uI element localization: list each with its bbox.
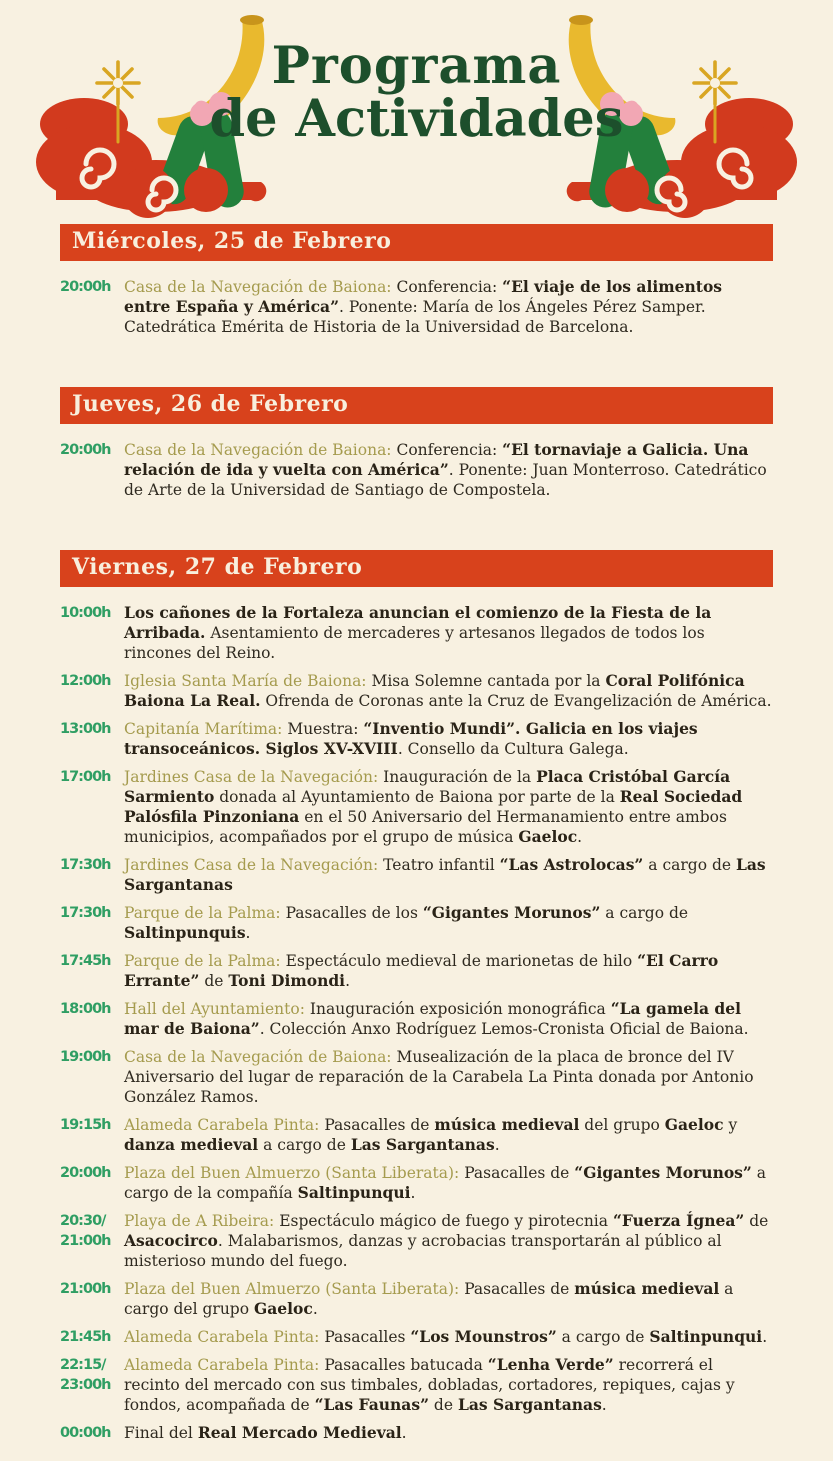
event-text: Pasacalles batucada — [324, 1356, 488, 1374]
event-time-line: 20:00h — [60, 279, 111, 295]
event-text: a cargo de la compañía — [124, 1164, 766, 1202]
event-row — [60, 1115, 773, 1155]
event-text-bold: Los cañones de la Fortaleza anuncian el comienzo de la Fiesta de la Arribada. — [124, 603, 712, 642]
event-description — [118, 951, 773, 991]
event-text-bold: Real Mercado Medieval — [197, 1423, 402, 1442]
event-time-line: 20:30/ — [60, 1213, 106, 1229]
day-events — [60, 261, 773, 371]
event-row — [60, 1423, 773, 1443]
event-row — [60, 903, 773, 943]
event-text: recorrerá el recinto del mercado con sus timbales, dobladas, cortadores, repiques, cajas y fondos, acompañada de — [124, 1356, 735, 1414]
event-text: Espectáculo mágico de fuego y pirotecnia — [279, 1212, 613, 1230]
event-row — [60, 603, 773, 663]
event-description — [118, 1163, 773, 1203]
event-description — [118, 440, 773, 500]
event-text: donada al Ayuntamiento de Baiona por parte de la — [214, 788, 620, 806]
event-row — [60, 1163, 773, 1203]
event-text: a cargo de — [643, 856, 736, 874]
event-description — [118, 603, 773, 663]
event-text-bold: “Los Mounstros” — [410, 1327, 557, 1346]
event-text-bold: “Las Astrolocas” — [499, 855, 644, 874]
event-text: Inauguración exposición monográfica — [309, 1000, 611, 1018]
event-description — [118, 1327, 773, 1347]
event-text: de — [744, 1212, 769, 1230]
event-text: Final del — [124, 1424, 198, 1442]
event-text-bold: Saltinpunquis — [124, 923, 246, 942]
event-description — [118, 1047, 773, 1107]
event-text: Musealización de la placa de bronce del IV Aniversario del lugar de reparación de la Carabela La Pinta donada por Antonio González Ramos. — [124, 1048, 754, 1106]
event-time — [60, 999, 118, 1039]
event-text: Misa Solemne cantada por la — [371, 672, 606, 690]
event-text: . Malabarismos, danzas y acrobacias transportarán al público al misterioso mundo del fuego. — [124, 1232, 722, 1270]
event-text-bold: Toni Dimondi — [228, 971, 346, 990]
event-time-line: 17:00h — [60, 769, 111, 785]
day-events — [60, 424, 773, 534]
event-text: y — [723, 1116, 738, 1134]
event-time — [60, 1211, 118, 1271]
event-row — [60, 767, 773, 847]
event-location: Alameda Carabela Pinta: — [124, 1328, 320, 1346]
event-location: Plaza del Buen Almuerzo (Santa Liberata): — [124, 1280, 460, 1298]
event-time — [60, 951, 118, 991]
event-location: Parque de la Palma: — [124, 904, 281, 922]
event-text: Teatro infantil — [383, 856, 500, 874]
event-text: a cargo del grupo — [124, 1280, 734, 1318]
schedule — [0, 224, 833, 1461]
event-time-line: 19:15h — [60, 1117, 111, 1133]
event-description — [118, 767, 773, 847]
event-text: . Consello da Cultura Galega. — [397, 740, 629, 758]
page-title — [0, 36, 833, 150]
event-text-bold: Saltinpunqui — [649, 1327, 763, 1346]
event-text-bold: “Fuerza Ígnea” — [612, 1211, 745, 1230]
event-time-line: 10:00h — [60, 605, 111, 621]
event-text: . Colección Anxo Rodríguez Lemos-Cronista Oficial de Baiona. — [259, 1020, 749, 1038]
event-text-bold: Saltinpunqui — [297, 1183, 411, 1202]
event-time-line: 21:00h — [60, 1281, 111, 1297]
event-text-bold: “Gigantes Morunos” — [574, 1163, 752, 1182]
event-text-bold: “Lenha Verde” — [487, 1355, 614, 1374]
event-description — [118, 1115, 773, 1155]
event-text: . — [601, 1396, 607, 1414]
event-time — [60, 1423, 118, 1443]
event-location: Alameda Carabela Pinta: — [124, 1356, 320, 1374]
event-text: . — [401, 1424, 407, 1442]
event-time-line: 18:00h — [60, 1001, 111, 1017]
event-text-bold: Las Sargantanas — [457, 1395, 602, 1414]
day-events — [60, 587, 773, 1461]
event-location: Plaza del Buen Almuerzo (Santa Liberata): — [124, 1164, 460, 1182]
event-time — [60, 1355, 118, 1415]
event-text: . — [312, 1300, 318, 1318]
event-text-bold: Gaeloc — [664, 1115, 724, 1134]
event-row — [60, 1211, 773, 1271]
event-time — [60, 277, 118, 337]
day-banner: Jueves, 26 de Febrero — [60, 387, 773, 424]
event-time — [60, 719, 118, 759]
day-banner: Viernes, 27 de Febrero — [60, 550, 773, 587]
event-text: Muestra: — [287, 720, 364, 738]
event-text: Espectáculo medieval de marionetas de hilo — [285, 952, 638, 970]
event-text-bold: danza medieval — [124, 1135, 259, 1154]
poster-header — [0, 0, 833, 208]
event-text: Pasacalles de — [324, 1116, 435, 1134]
event-row — [60, 671, 773, 711]
event-text-bold: Asacocirco — [124, 1231, 218, 1250]
event-text-bold: “Gigantes Morunos” — [422, 903, 601, 922]
event-text: Pasacalles — [324, 1328, 411, 1346]
event-location: Hall del Ayuntamiento: — [124, 1000, 305, 1018]
event-time-line: 22:15/ — [60, 1357, 106, 1373]
day-banner: Miércoles, 25 de Febrero — [60, 224, 773, 261]
event-location: Casa de la Navegación de Baiona: — [124, 1048, 392, 1066]
event-text-bold: Placa Cristóbal García Sarmiento — [124, 767, 731, 806]
event-text-bold: Gaeloc — [518, 827, 578, 846]
event-location: Jardines Casa de la Navegación: — [124, 768, 379, 786]
event-description — [118, 855, 773, 895]
event-description — [118, 1423, 773, 1443]
event-time-line: 00:00h — [60, 1425, 111, 1441]
event-time — [60, 767, 118, 847]
event-location: Casa de la Navegación de Baiona: — [124, 441, 392, 459]
event-time-line: 23:00h — [60, 1377, 111, 1393]
event-text: . — [245, 924, 251, 942]
event-description — [118, 719, 773, 759]
event-time — [60, 1163, 118, 1203]
page-title-line2: de Actividades — [209, 89, 624, 150]
event-description — [118, 999, 773, 1039]
event-time — [60, 855, 118, 895]
event-text: . — [762, 1328, 768, 1346]
event-time-line: 17:45h — [60, 953, 111, 969]
event-description — [118, 277, 773, 337]
event-text: . — [345, 972, 351, 990]
event-text: . — [410, 1184, 416, 1202]
event-location: Capitanía Marítima: — [124, 720, 283, 738]
event-text-bold: “La gamela del mar de Baiona” — [124, 999, 742, 1038]
event-description — [118, 1211, 773, 1271]
event-text-bold: “El tornaviaje a Galicia. Una relación de ida y vuelta con América” — [124, 440, 749, 479]
event-location: Parque de la Palma: — [124, 952, 281, 970]
event-location: Casa de la Navegación de Baiona: — [124, 278, 392, 296]
event-time-line: 20:00h — [60, 1165, 111, 1181]
event-text: Conferencia: — [396, 278, 503, 296]
event-time-line: 17:30h — [60, 857, 111, 873]
event-text: de — [428, 1396, 458, 1414]
event-description — [118, 903, 773, 943]
event-row — [60, 1047, 773, 1107]
event-location: Alameda Carabela Pinta: — [124, 1116, 320, 1134]
event-time-line: 12:00h — [60, 673, 111, 689]
event-row — [60, 855, 773, 895]
event-text: . — [577, 828, 583, 846]
event-time — [60, 603, 118, 663]
event-row — [60, 999, 773, 1039]
event-text: Pasacalles de — [464, 1280, 575, 1298]
event-text-bold: Las Sargantanas — [350, 1135, 495, 1154]
event-time-line: 13:00h — [60, 721, 111, 737]
event-row — [60, 719, 773, 759]
event-time-line: 20:00h — [60, 442, 111, 458]
event-text: . — [494, 1136, 500, 1154]
event-text-bold: Real Sociedad Palósfila Pinzoniana — [124, 787, 743, 826]
event-text: a cargo de — [556, 1328, 650, 1346]
event-text: . Ponente: Juan Monterroso. Catedrático de Arte de la Universidad de Santiago de Compostela. — [124, 461, 767, 499]
page-title-line1: Programa — [271, 36, 562, 96]
event-location: Iglesia Santa María de Baiona: — [124, 672, 367, 690]
event-time-line: 21:00h — [60, 1233, 111, 1249]
event-row — [60, 1327, 773, 1347]
event-time — [60, 1047, 118, 1107]
event-time-line: 21:45h — [60, 1329, 111, 1345]
event-row — [60, 277, 773, 337]
event-time — [60, 1279, 118, 1319]
event-text-bold: “El viaje de los alimentos entre España y América” — [124, 277, 723, 316]
event-location: Jardines Casa de la Navegación: — [124, 856, 379, 874]
event-time — [60, 1115, 118, 1155]
event-description — [118, 1355, 773, 1415]
event-time-line: 17:30h — [60, 905, 111, 921]
event-location: Playa de A Ribeira: — [124, 1212, 275, 1230]
event-description — [118, 671, 773, 711]
event-text-bold: Coral Polifónica Baiona La Real. — [124, 671, 745, 710]
event-text-bold: Las Sargantanas — [124, 855, 766, 894]
event-text: Asentamiento de mercaderes y artesanos llegados de todos los rincones del Reino. — [124, 624, 705, 662]
event-row — [60, 1355, 773, 1415]
event-time — [60, 671, 118, 711]
event-text: a cargo de — [600, 904, 689, 922]
event-text: Conferencia: — [396, 441, 503, 459]
event-text: Pasacalles de los — [285, 904, 423, 922]
event-text: Ofrenda de Coronas ante la Cruz de Evangelización de América. — [260, 692, 772, 710]
event-text-bold: música medieval — [434, 1115, 580, 1134]
event-row — [60, 440, 773, 500]
event-text: a cargo de — [258, 1136, 351, 1154]
event-text: de — [199, 972, 229, 990]
event-text-bold: Gaeloc — [254, 1299, 313, 1318]
event-row — [60, 1279, 773, 1319]
event-text: Pasacalles de — [464, 1164, 575, 1182]
event-description — [118, 1279, 773, 1319]
event-time-line: 19:00h — [60, 1049, 111, 1065]
event-text: del grupo — [579, 1116, 665, 1134]
event-text: en el 50 Aniversario del Hermanamiento entre ambos municipios, acompañados por el grupo de música — [124, 808, 727, 846]
event-text: Inauguración de la — [383, 768, 537, 786]
event-text-bold: música medieval — [574, 1279, 720, 1298]
event-text: . Ponente: María de los Ángeles Pérez Samper. Catedrática Emérita de Historia de la Universidad de Barcelona. — [124, 298, 706, 336]
event-time — [60, 1327, 118, 1347]
event-text-bold: “Las Faunas” — [314, 1395, 429, 1414]
event-row — [60, 951, 773, 991]
event-text-bold: “Inventio Mundi”. Galicia en los viajes transoceánicos. Siglos XV-XVIII — [124, 719, 698, 758]
event-time — [60, 903, 118, 943]
event-time — [60, 440, 118, 500]
event-text-bold: “El Carro Errante” — [124, 951, 719, 990]
